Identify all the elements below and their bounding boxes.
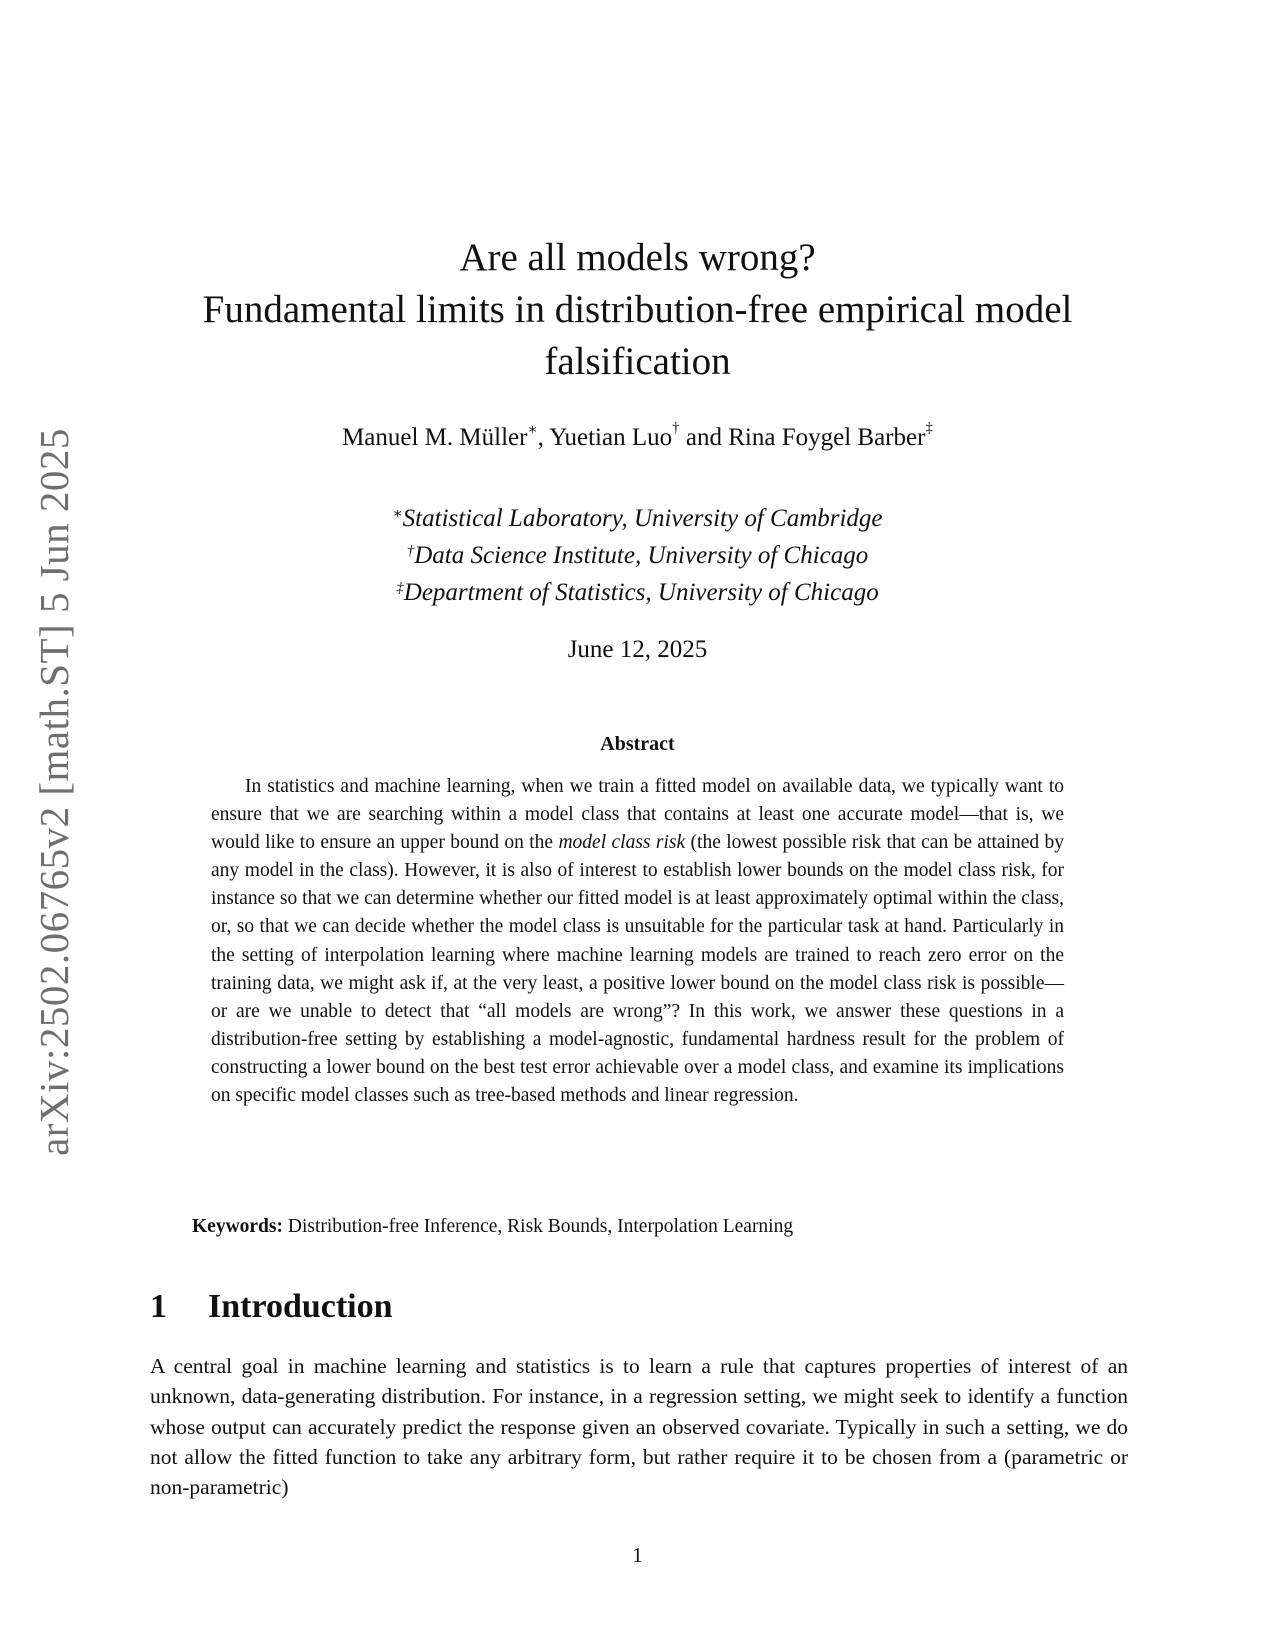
title-line: Are all models wrong? [459,236,816,279]
author-name: Rina Foygel Barber [728,424,926,451]
affiliation-mark: ∗ [392,506,403,522]
publication-date: June 12, 2025 [567,636,708,663]
introduction-paragraph: A central goal in machine learning and statistics is to learn a rule that captures properties of interest of an unknown, data-generating distribution. For instance, in a regression setting, we might seek to identify a function whose output can accurately predict the response given an observed covariate. Typically in such a setting, we do not allow the fitted function to take any arbitrary form, but rather require it to be chosen from a (parametric or non-parametric) [150,1354,1128,1500]
arxiv-identifier-text: arXiv:2502.06765v2 [math.ST] 5 Jun 2025 [31,428,77,1156]
affiliation-text: Data Science Institute, University of Chicago [414,542,869,569]
affiliation-list [120,500,1155,611]
affiliation-text: Statistical Laboratory, University of Cambridge [402,505,883,532]
author-separator: , [537,424,550,451]
affiliation-mark: † [406,543,415,559]
abstract-text [211,773,1064,1110]
arxiv-identifier-stamp [16,428,92,1156]
affiliation-line [120,537,1155,574]
section-heading [150,1288,393,1326]
title-line: falsification [544,340,731,383]
keywords-label: Keywords: [192,1216,283,1237]
affiliation-text: Department of Statistics, University of Chicago [403,579,879,606]
paper-title [120,232,1155,388]
affiliation-mark: ‡ [396,580,404,596]
author-mark: † [672,420,680,436]
abstract-text-part: In statistics and machine learning, when we train a fitted model on available data, we typically want to ensure that we are searching within a model class that contains at least one accurate model—that is, we would like to ensure an upper bound on the [211,776,1064,854]
author-name: Yuetian Luo [549,424,673,451]
abstract-text-part: (the lowest possible risk that can be attained by any model in the class). However, it is also of interest to establish lower bounds on the model class risk, for instance so that we can determine whether our fitted model is at least approximately optimal within the class, or, so that we can decide whether the model class is unsuitable for the particular task at hand. Particularly in the setting of interpolation learning where machine learning models are trained to reach zero error on the training data, we might ask if, at the very least, a positive lower bound on the model class risk is possible—or are we unable to detect that “all models are wrong”? In this work, we answer these questions in a distribution-free setting by establishing a model-agnostic, fundamental hardness result for the problem of constructing a lower bound on the best test error achievable over a model class, and examine its implications on specific model classes such as tree-based methods and linear regression. [211,832,1064,1107]
page-number: 1 [632,1543,643,1567]
abstract-heading: Abstract [600,733,675,755]
keywords-text: Distribution-free Inference, Risk Bounds, Interpolation Learning [287,1216,794,1237]
section-title: Introduction [208,1288,393,1325]
title-line: Fundamental limits in distribution-free empirical model [202,288,1073,331]
keywords [192,1216,793,1238]
abstract-italic-term: model class risk [558,832,686,854]
author-separator: and [679,424,729,451]
author-mark: ‡ [925,420,933,436]
author-mark: ∗ [527,422,538,438]
author-name: Manuel M. Müller [342,424,528,451]
section-number: 1 [150,1288,167,1325]
affiliation-line [120,574,1155,611]
affiliation-line [120,500,1155,537]
author-list [120,420,1155,452]
